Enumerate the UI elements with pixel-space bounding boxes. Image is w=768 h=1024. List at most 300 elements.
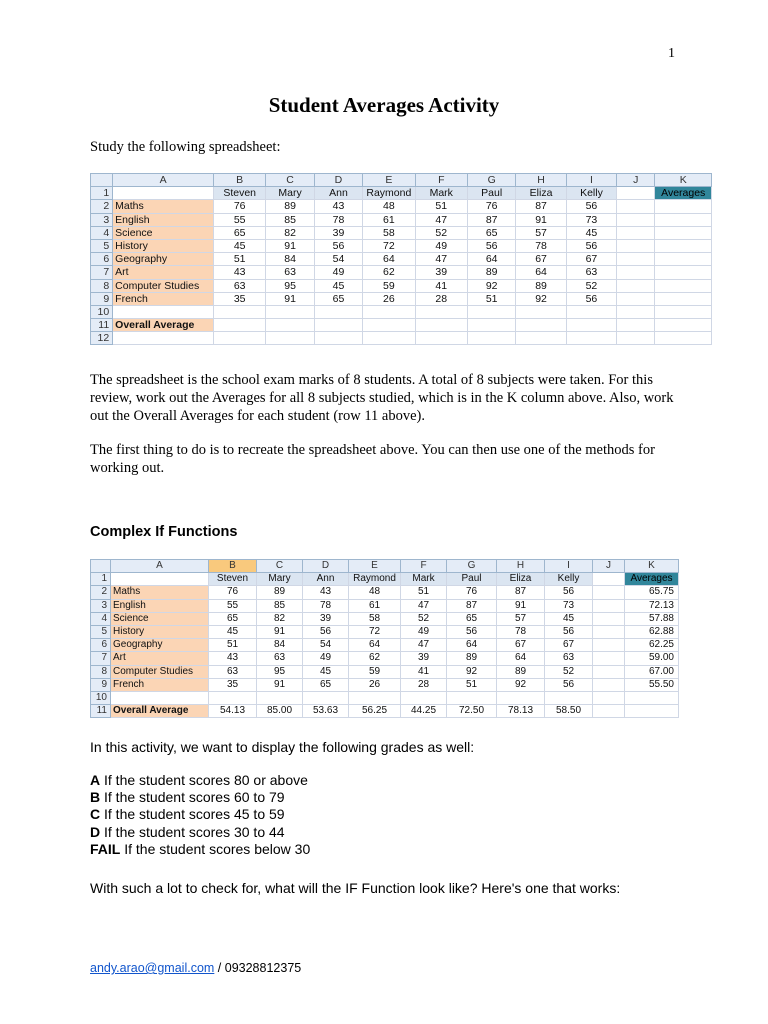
table-row <box>91 678 679 691</box>
mark-cell: 72 <box>349 625 401 638</box>
cell <box>593 665 625 678</box>
overall-average-cell <box>516 319 566 332</box>
mark-cell: 56 <box>303 625 349 638</box>
average-cell <box>655 239 712 252</box>
mark-cell: 78 <box>314 213 362 226</box>
table-row <box>91 705 679 718</box>
mark-cell: 91 <box>257 625 303 638</box>
mark-cell: 63 <box>213 279 265 292</box>
mark-cell: 89 <box>266 200 314 213</box>
student-name: Mark <box>415 187 467 200</box>
average-cell: 72.13 <box>625 599 679 612</box>
average-cell: 65.75 <box>625 586 679 599</box>
cell <box>467 305 515 318</box>
mark-cell: 58 <box>349 612 401 625</box>
column-letter: E <box>363 174 415 187</box>
table-row <box>91 253 712 266</box>
table-row <box>91 187 712 200</box>
cell <box>314 332 362 345</box>
mark-cell: 51 <box>447 678 497 691</box>
mark-cell: 92 <box>516 292 566 305</box>
mark-cell: 61 <box>363 213 415 226</box>
cell <box>566 305 616 318</box>
cell <box>617 200 655 213</box>
mark-cell: 64 <box>447 639 497 652</box>
mark-cell: 89 <box>516 279 566 292</box>
mark-cell: 89 <box>467 266 515 279</box>
table-row <box>91 305 712 318</box>
cell <box>415 332 467 345</box>
row-number: 12 <box>91 332 113 345</box>
column-letter: H <box>516 174 566 187</box>
mark-cell: 63 <box>266 266 314 279</box>
row-number: 7 <box>91 266 113 279</box>
overall-average-cell <box>213 319 265 332</box>
spreadsheet-marks <box>90 173 712 345</box>
cell <box>625 691 679 704</box>
mark-cell: 63 <box>566 266 616 279</box>
table-row <box>91 319 712 332</box>
column-letter: A <box>113 174 214 187</box>
row-number: 10 <box>91 305 113 318</box>
mark-cell: 67 <box>516 253 566 266</box>
column-letter: J <box>617 174 655 187</box>
subject-name: Art <box>111 652 209 665</box>
table-row <box>91 279 712 292</box>
row-number: 3 <box>91 599 111 612</box>
mark-cell: 45 <box>213 239 265 252</box>
mark-cell: 91 <box>497 599 545 612</box>
subject-name: French <box>111 678 209 691</box>
average-cell <box>655 213 712 226</box>
mark-cell: 47 <box>415 253 467 266</box>
mark-cell: 49 <box>303 652 349 665</box>
mark-cell: 82 <box>266 226 314 239</box>
mark-cell: 41 <box>415 279 467 292</box>
column-letter: E <box>349 560 401 573</box>
section-heading: Complex If Functions <box>90 524 238 540</box>
mark-cell: 76 <box>467 200 515 213</box>
cell <box>349 691 401 704</box>
mark-cell: 64 <box>363 253 415 266</box>
overall-average-cell: 44.25 <box>401 705 447 718</box>
student-name: Ann <box>314 187 362 200</box>
subject-name: Maths <box>111 586 209 599</box>
mark-cell: 91 <box>266 239 314 252</box>
mark-cell: 49 <box>314 266 362 279</box>
mark-cell: 89 <box>497 665 545 678</box>
mark-cell: 64 <box>349 639 401 652</box>
row-number: 9 <box>91 292 113 305</box>
subject-name: French <box>113 292 214 305</box>
student-name: Kelly <box>566 187 616 200</box>
mark-cell: 95 <box>257 665 303 678</box>
mark-cell: 65 <box>209 612 257 625</box>
cell <box>617 239 655 252</box>
average-cell: 57.88 <box>625 612 679 625</box>
table-row <box>91 213 712 226</box>
column-letter: K <box>655 174 712 187</box>
cell <box>593 599 625 612</box>
student-name: Mark <box>401 573 447 586</box>
mark-cell: 89 <box>447 652 497 665</box>
average-cell <box>655 200 712 213</box>
grade-list <box>90 772 310 858</box>
cell <box>363 332 415 345</box>
cell <box>617 266 655 279</box>
student-name: Eliza <box>497 573 545 586</box>
cell <box>593 573 625 586</box>
student-name: Mary <box>257 573 303 586</box>
cell <box>516 332 566 345</box>
mark-cell: 55 <box>213 213 265 226</box>
row-number: 7 <box>91 652 111 665</box>
row-number: 5 <box>91 625 111 638</box>
column-letter: C <box>257 560 303 573</box>
table-row <box>91 266 712 279</box>
student-name: Raymond <box>349 573 401 586</box>
cell <box>257 691 303 704</box>
table-row <box>91 665 679 678</box>
mark-cell: 76 <box>209 586 257 599</box>
mark-cell: 52 <box>566 279 616 292</box>
mark-cell: 56 <box>566 200 616 213</box>
cell <box>617 292 655 305</box>
cell <box>617 305 655 318</box>
mark-cell: 45 <box>545 612 593 625</box>
table-row <box>91 612 679 625</box>
mark-cell: 39 <box>314 226 362 239</box>
mark-cell: 62 <box>363 266 415 279</box>
average-cell <box>655 266 712 279</box>
mark-cell: 56 <box>467 239 515 252</box>
student-name: Ann <box>303 573 349 586</box>
table-row <box>91 599 679 612</box>
cell <box>593 691 625 704</box>
mark-cell: 52 <box>401 612 447 625</box>
row-number: 3 <box>91 213 113 226</box>
column-letter: H <box>497 560 545 573</box>
mark-cell: 51 <box>401 586 447 599</box>
mark-cell: 54 <box>314 253 362 266</box>
mark-cell: 85 <box>266 213 314 226</box>
mark-cell: 56 <box>447 625 497 638</box>
student-name: Mary <box>266 187 314 200</box>
mark-cell: 78 <box>516 239 566 252</box>
mark-cell: 43 <box>303 586 349 599</box>
cell <box>303 691 349 704</box>
grade-item: A If the student scores 80 or above <box>90 772 308 788</box>
paragraph-instructions: The first thing to do is to recreate the spreadsheet above. You can then use one of the methods for working out. <box>90 442 655 476</box>
student-name: Kelly <box>545 573 593 586</box>
mark-cell: 65 <box>447 612 497 625</box>
column-letter: D <box>303 560 349 573</box>
page-number: 1 <box>668 46 675 61</box>
mark-cell: 56 <box>314 239 362 252</box>
cell <box>593 705 625 718</box>
mark-cell: 92 <box>447 665 497 678</box>
mark-cell: 82 <box>257 612 303 625</box>
cell <box>617 332 655 345</box>
average-cell <box>655 226 712 239</box>
mark-cell: 59 <box>363 279 415 292</box>
mark-cell: 63 <box>257 652 303 665</box>
row-number: 9 <box>91 678 111 691</box>
mark-cell: 49 <box>401 625 447 638</box>
cell <box>314 305 362 318</box>
table-row <box>91 691 679 704</box>
mark-cell: 67 <box>566 253 616 266</box>
mark-cell: 87 <box>516 200 566 213</box>
mark-cell: 28 <box>401 678 447 691</box>
mark-cell: 64 <box>467 253 515 266</box>
mark-cell: 51 <box>209 639 257 652</box>
subject-name: Computer Studies <box>111 665 209 678</box>
mark-cell: 51 <box>467 292 515 305</box>
subject-name: Art <box>113 266 214 279</box>
cell <box>655 305 712 318</box>
overall-average-cell: 56.25 <box>349 705 401 718</box>
mark-cell: 92 <box>497 678 545 691</box>
spreadsheet-averages <box>90 559 679 718</box>
subject-name: Computer Studies <box>113 279 214 292</box>
averages-header: Averages <box>655 187 712 200</box>
mark-cell: 28 <box>415 292 467 305</box>
paragraph-description: The spreadsheet is the school exam marks of 8 students. A total of 8 subjects were taken. For this review, work out the Averages for all 8 subjects studied, which is in the K column above. Also, work out the Overall Averages for each student (row 11 above). <box>90 372 674 424</box>
cell <box>655 332 712 345</box>
overall-average-cell <box>314 319 362 332</box>
mark-cell: 91 <box>516 213 566 226</box>
mark-cell: 56 <box>545 678 593 691</box>
mark-cell: 92 <box>467 279 515 292</box>
row-number: 1 <box>91 187 113 200</box>
mark-cell: 78 <box>497 625 545 638</box>
average-cell: 55.50 <box>625 678 679 691</box>
column-header-row <box>91 560 679 573</box>
cell <box>617 279 655 292</box>
cell <box>617 213 655 226</box>
table-row <box>91 226 712 239</box>
mark-cell: 62 <box>349 652 401 665</box>
average-cell: 62.25 <box>625 639 679 652</box>
row-number: 5 <box>91 239 113 252</box>
mark-cell: 48 <box>363 200 415 213</box>
cell <box>593 625 625 638</box>
mark-cell: 87 <box>447 599 497 612</box>
mark-cell: 45 <box>209 625 257 638</box>
mark-cell: 87 <box>467 213 515 226</box>
cell <box>209 691 257 704</box>
table-row <box>91 625 679 638</box>
row-number: 2 <box>91 200 113 213</box>
overall-average-cell <box>363 319 415 332</box>
table-row <box>91 292 712 305</box>
mark-cell: 54 <box>303 639 349 652</box>
column-letter: F <box>415 174 467 187</box>
cell <box>566 332 616 345</box>
mark-cell: 76 <box>213 200 265 213</box>
mark-cell: 95 <box>266 279 314 292</box>
mark-cell: 52 <box>545 665 593 678</box>
cell <box>113 187 214 200</box>
mark-cell: 45 <box>303 665 349 678</box>
mark-cell: 39 <box>303 612 349 625</box>
mark-cell: 48 <box>349 586 401 599</box>
cell <box>617 319 655 332</box>
average-cell <box>655 292 712 305</box>
mark-cell: 91 <box>257 678 303 691</box>
overall-average-cell: 53.63 <box>303 705 349 718</box>
average-cell: 67.00 <box>625 665 679 678</box>
mark-cell: 47 <box>401 599 447 612</box>
grade-item: FAIL If the student scores below 30 <box>90 840 311 857</box>
cell <box>415 305 467 318</box>
mark-cell: 56 <box>545 625 593 638</box>
cell <box>113 305 214 318</box>
overall-average-cell <box>467 319 515 332</box>
row-number: 8 <box>91 665 111 678</box>
student-name: Paul <box>467 187 515 200</box>
table-row <box>91 652 679 665</box>
mark-cell: 55 <box>209 599 257 612</box>
row-number: 10 <box>91 691 111 704</box>
column-letter: I <box>566 174 616 187</box>
mark-cell: 47 <box>401 639 447 652</box>
mark-cell: 65 <box>213 226 265 239</box>
cell <box>655 319 712 332</box>
row-number: 11 <box>91 319 113 332</box>
column-letter: B <box>213 174 265 187</box>
cell <box>363 305 415 318</box>
subject-name: English <box>111 599 209 612</box>
row-number: 11 <box>91 705 111 718</box>
cell <box>617 253 655 266</box>
column-letter: C <box>266 174 314 187</box>
subject-name: English <box>113 213 214 226</box>
mark-cell: 64 <box>516 266 566 279</box>
mark-cell: 58 <box>363 226 415 239</box>
mark-cell: 78 <box>303 599 349 612</box>
row-number: 6 <box>91 253 113 266</box>
cell <box>266 332 314 345</box>
mark-cell: 43 <box>209 652 257 665</box>
row-number: 1 <box>91 573 111 586</box>
overall-average-cell <box>266 319 314 332</box>
table-row <box>91 639 679 652</box>
column-letter: B <box>209 560 257 573</box>
table-row <box>91 586 679 599</box>
column-letter: J <box>593 560 625 573</box>
mark-cell: 51 <box>213 253 265 266</box>
mark-cell: 57 <box>516 226 566 239</box>
row-number: 6 <box>91 639 111 652</box>
mark-cell: 73 <box>566 213 616 226</box>
subject-name: Science <box>113 226 214 239</box>
cell <box>625 705 679 718</box>
row-number: 8 <box>91 279 113 292</box>
mark-cell: 91 <box>266 292 314 305</box>
column-letter: G <box>447 560 497 573</box>
overall-average-cell: 54.13 <box>209 705 257 718</box>
mark-cell: 63 <box>209 665 257 678</box>
select-all-corner <box>91 174 113 187</box>
activity-text: In this activity, we want to display the following grades as well: <box>90 739 475 755</box>
overall-average-cell: 78.13 <box>497 705 545 718</box>
mark-cell: 59 <box>349 665 401 678</box>
cell <box>213 332 265 345</box>
mark-cell: 67 <box>545 639 593 652</box>
cell <box>593 639 625 652</box>
mark-cell: 61 <box>349 599 401 612</box>
row-number: 4 <box>91 612 111 625</box>
student-name: Paul <box>447 573 497 586</box>
cell <box>447 691 497 704</box>
mark-cell: 65 <box>303 678 349 691</box>
overall-average-label: Overall Average <box>111 705 209 718</box>
mark-cell: 65 <box>314 292 362 305</box>
cell <box>593 612 625 625</box>
cell <box>593 652 625 665</box>
overall-average-label: Overall Average <box>113 319 214 332</box>
average-cell <box>655 279 712 292</box>
cell <box>516 305 566 318</box>
mark-cell: 41 <box>401 665 447 678</box>
mark-cell: 84 <box>266 253 314 266</box>
averages-header: Averages <box>625 573 679 586</box>
mark-cell: 64 <box>497 652 545 665</box>
overall-average-cell <box>566 319 616 332</box>
average-cell <box>655 253 712 266</box>
average-cell: 62.88 <box>625 625 679 638</box>
subject-name: Maths <box>113 200 214 213</box>
student-name: Raymond <box>363 187 415 200</box>
email-link[interactable]: andy.arao@gmail.com <box>90 961 215 975</box>
mark-cell: 87 <box>497 586 545 599</box>
cell <box>401 691 447 704</box>
phone-number: / 09328812375 <box>214 961 302 975</box>
student-name: Steven <box>213 187 265 200</box>
select-all-corner <box>91 560 111 573</box>
mark-cell: 56 <box>566 292 616 305</box>
grade-item: C If the student scores 45 to 59 <box>90 806 285 823</box>
average-cell: 59.00 <box>625 652 679 665</box>
overall-average-cell: 72.50 <box>447 705 497 718</box>
row-number: 4 <box>91 226 113 239</box>
mark-cell: 67 <box>497 639 545 652</box>
mark-cell: 84 <box>257 639 303 652</box>
cell <box>113 332 214 345</box>
intro-text: Study the following spreadsheet: <box>90 139 281 155</box>
cell <box>593 586 625 599</box>
mark-cell: 43 <box>213 266 265 279</box>
cell <box>497 691 545 704</box>
mark-cell: 26 <box>349 678 401 691</box>
table-row <box>91 200 712 213</box>
cell <box>111 573 209 586</box>
column-letter: G <box>467 174 515 187</box>
subject-name: Geography <box>113 253 214 266</box>
mark-cell: 43 <box>314 200 362 213</box>
mark-cell: 76 <box>447 586 497 599</box>
table-row <box>91 332 712 345</box>
mark-cell: 52 <box>415 226 467 239</box>
page-title: Student Averages Activity <box>268 93 500 117</box>
column-letter: K <box>625 560 679 573</box>
mark-cell: 35 <box>213 292 265 305</box>
column-letter: A <box>111 560 209 573</box>
mark-cell: 51 <box>415 200 467 213</box>
cell <box>111 691 209 704</box>
